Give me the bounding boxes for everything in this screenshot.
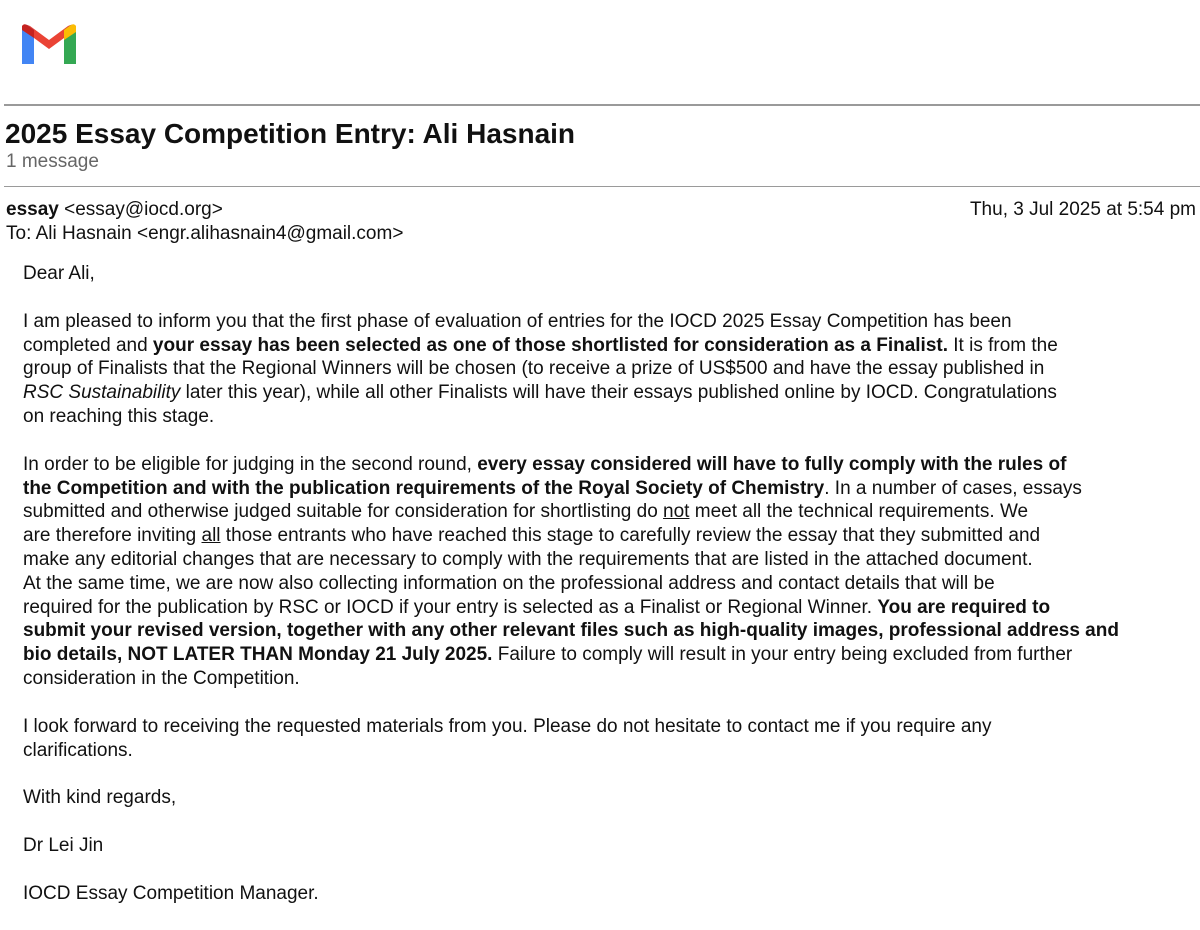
signature-name: Dr Lei Jin [23, 835, 104, 857]
recipient-line [6, 223, 403, 245]
text-run: . In a number of cases, essays [824, 477, 1082, 499]
bold-text: every essay considered will have to fully comply with the rules of [477, 453, 1067, 475]
body-line [23, 500, 1193, 524]
bold-text: submit your revised version, together with any other relevant files such as high-quality images, professional address and [23, 620, 1119, 642]
body-line [23, 619, 1193, 643]
message-date: Thu, 3 Jul 2025 at 5:54 pm [969, 199, 1196, 220]
body-line: At the same time, we are now also collecting information on the professional address and contact details that will be [23, 572, 995, 594]
body-line: consideration in the Competition. [23, 667, 300, 689]
text-run: those entrants who have reached this stage to carefully review the essay that they submitted and [220, 525, 1041, 547]
bold-text: bio details, NOT LATER THAN Monday 21 July 2025. [23, 644, 493, 666]
sender-line [6, 199, 223, 221]
header-divider [4, 104, 1200, 106]
message-divider [4, 186, 1200, 187]
body-line [23, 524, 1193, 548]
email-subject: 2025 Essay Competition Entry: Ali Hasnain [5, 118, 576, 149]
paragraph-2 [23, 453, 1193, 691]
greeting: Dear Ali, [23, 263, 95, 284]
text-run: submitted and otherwise judged suitable for consideration for shortlisting do [23, 501, 664, 523]
recipient-value: Ali Hasnain <engr.alihasnain4@gmail.com> [35, 223, 404, 244]
paragraph-1 [23, 310, 1193, 429]
body-line [23, 453, 1193, 477]
gmail-logo-icon [18, 18, 80, 68]
body-line [23, 381, 1193, 405]
body-line: make any editorial changes that are necessary to comply with the requirements that are listed in the attached document. [23, 548, 1033, 570]
body-line: clarifications. [23, 739, 133, 761]
text-run: Failure to comply will result in your entry being excluded from further [492, 644, 1073, 666]
paragraph-3 [23, 715, 1193, 763]
italic-text: RSC Sustainability [23, 382, 181, 404]
bold-text: the Competition and with the publication requirements of the Royal Society of Chemistry [23, 477, 825, 499]
body-line: I am pleased to inform you that the first phase of evaluation of entries for the IOCD 2025 Essay Competition has been [23, 310, 1012, 332]
message-body [23, 262, 1193, 930]
bold-text: your essay has been selected as one of those shortlisted for consideration as a Finalist. [152, 334, 948, 356]
body-line [23, 596, 1193, 620]
body-line [23, 334, 1193, 358]
message-count: 1 message [6, 151, 99, 172]
text-run: completed and [23, 334, 153, 356]
signature-title: IOCD Essay Competition Manager. [23, 882, 319, 904]
body-line [23, 477, 1193, 501]
body-line [23, 643, 1193, 667]
body-line: group of Finalists that the Regional Winners will be chosen (to receive a prize of US$500 and have the essay published in [23, 358, 1045, 380]
body-line: I look forward to receiving the requested materials from you. Please do not hesitate to contact me if you require any [23, 715, 992, 737]
text-run: In order to be eligible for judging in the second round, [23, 453, 478, 475]
underlined-text: not [663, 501, 690, 523]
text-run: meet all the technical requirements. We [689, 501, 1029, 523]
body-line: on reaching this stage. [23, 405, 215, 427]
text-run: are therefore inviting [23, 525, 202, 547]
sender-name: essay [6, 199, 59, 220]
text-run: later this year), while all other Finalists will have their essays published online by IOCD. Congratulations [180, 382, 1057, 404]
closing: With kind regards, [23, 787, 177, 809]
bold-text: You are required to [877, 596, 1051, 618]
to-label: To: [6, 223, 32, 244]
text-run: required for the publication by RSC or IOCD if your entry is selected as a Finalist or Regional Winner. [23, 596, 878, 618]
text-run: It is from the [948, 334, 1058, 356]
underlined-text: all [201, 525, 221, 547]
sender-email: <essay@iocd.org> [64, 199, 223, 220]
